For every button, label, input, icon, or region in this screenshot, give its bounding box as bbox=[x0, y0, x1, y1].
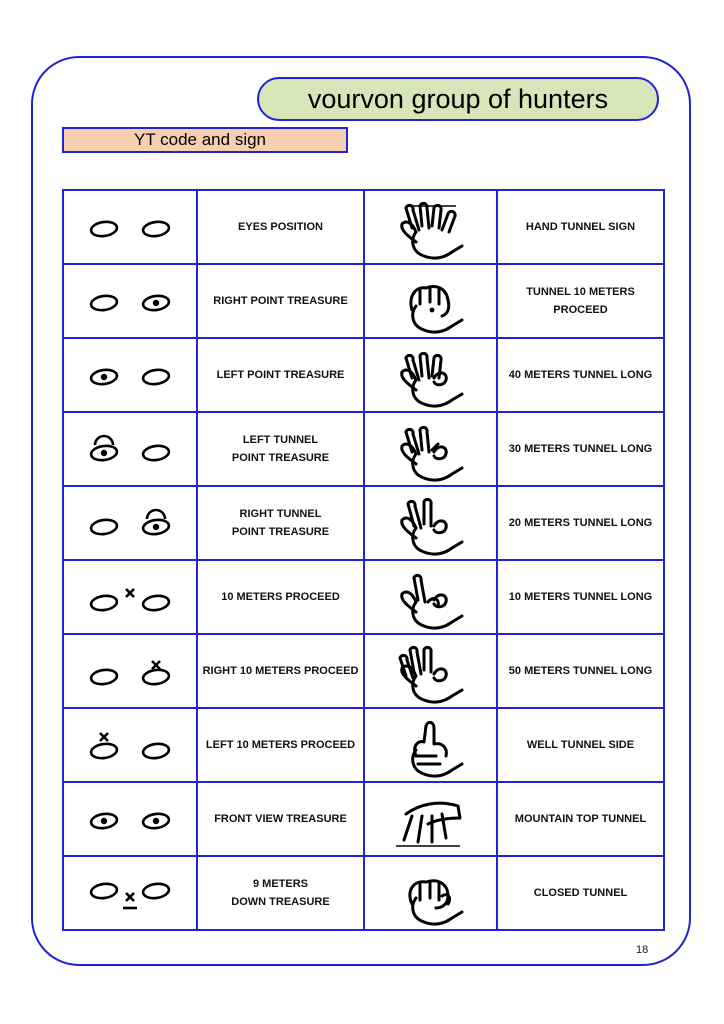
signs-table bbox=[62, 189, 665, 931]
hand-sign-label-line: CLOSED TUNNEL bbox=[533, 887, 628, 899]
hand-sign-label bbox=[497, 190, 664, 264]
table-row bbox=[63, 264, 664, 338]
eye-sign-label-line: EYES POSITION bbox=[238, 221, 323, 233]
hand-sign-label-line: WELL TUNNEL SIDE bbox=[526, 739, 635, 751]
eye-sign-label-line: LEFT POINT TREASURE bbox=[216, 369, 345, 381]
hand-sign-label bbox=[497, 338, 664, 412]
eyes-right-arch-icon bbox=[63, 486, 197, 560]
hand-thumb-up-icon bbox=[364, 708, 497, 782]
eye-sign-label bbox=[197, 856, 364, 930]
eye-sign-label bbox=[197, 634, 364, 708]
table-row bbox=[63, 856, 664, 930]
hand-sign-label-line: PROCEED bbox=[553, 304, 608, 316]
hand-one-finger-icon bbox=[364, 560, 497, 634]
eye-sign-label bbox=[197, 338, 364, 412]
eyes-plain-icon bbox=[63, 190, 197, 264]
page-title: vourvon group of hunters bbox=[257, 77, 659, 121]
hand-four-fingers-icon bbox=[364, 338, 497, 412]
table-row bbox=[63, 560, 664, 634]
table-row bbox=[63, 190, 664, 264]
eye-sign-label-line: POINT TREASURE bbox=[231, 452, 330, 464]
eye-sign-label bbox=[197, 486, 364, 560]
eye-sign-label bbox=[197, 264, 364, 338]
eyes-cross-middle-icon bbox=[63, 560, 197, 634]
eyes-cross-left-icon bbox=[63, 708, 197, 782]
eye-sign-label-line: FRONT VIEW TREASURE bbox=[214, 813, 347, 825]
eye-sign-label-line: LEFT 10 METERS PROCEED bbox=[205, 739, 356, 751]
eye-sign-label-line: RIGHT 10 METERS PROCEED bbox=[202, 665, 359, 677]
hand-sign-label bbox=[497, 560, 664, 634]
hand-sign-label-line: 30 METERS TUNNEL LONG bbox=[508, 443, 653, 455]
hand-sign-label bbox=[497, 782, 664, 856]
table-row bbox=[63, 634, 664, 708]
section-subtitle: YT code and sign bbox=[62, 127, 348, 153]
eye-sign-label-line: POINT TREASURE bbox=[231, 526, 330, 538]
eyes-cross-right-icon bbox=[63, 634, 197, 708]
table-row bbox=[63, 338, 664, 412]
eye-sign-label bbox=[197, 412, 364, 486]
eye-sign-label bbox=[197, 560, 364, 634]
table-row bbox=[63, 708, 664, 782]
hand-sign-label-line: MOUNTAIN TOP TUNNEL bbox=[514, 813, 647, 825]
hand-sign-label bbox=[497, 486, 664, 560]
eye-sign-label-line: 10 METERS PROCEED bbox=[221, 591, 340, 603]
hand-downward-icon bbox=[364, 782, 497, 856]
hand-closed-fist-icon bbox=[364, 856, 497, 930]
hand-sign-label bbox=[497, 856, 664, 930]
hand-fist-dot-icon bbox=[364, 264, 497, 338]
eye-sign-label-line: RIGHT TUNNEL bbox=[239, 508, 322, 520]
eyes-left-arch-icon bbox=[63, 412, 197, 486]
hand-sign-label bbox=[497, 264, 664, 338]
table-row bbox=[63, 782, 664, 856]
hand-sign-label bbox=[497, 412, 664, 486]
eyes-both-dot-icon bbox=[63, 782, 197, 856]
hand-sign-label-line: HAND TUNNEL SIGN bbox=[525, 221, 636, 233]
hand-sign-label-line: 20 METERS TUNNEL LONG bbox=[508, 517, 653, 529]
eye-sign-label-line: 9 METERS bbox=[252, 878, 308, 890]
eye-sign-label-line: LEFT TUNNEL bbox=[242, 434, 319, 446]
eyes-cross-under-icon bbox=[63, 856, 197, 930]
eye-sign-label-line: DOWN TREASURE bbox=[231, 896, 330, 908]
eyes-right-dot-icon bbox=[63, 264, 197, 338]
table-row bbox=[63, 412, 664, 486]
hand-sign-label bbox=[497, 634, 664, 708]
hand-sign-label-line: TUNNEL 10 METERS bbox=[526, 286, 635, 298]
hand-sign-label-line: 50 METERS TUNNEL LONG bbox=[508, 665, 653, 677]
hand-five-fingers-icon bbox=[364, 634, 497, 708]
hand-two-fingers-icon bbox=[364, 486, 497, 560]
eye-sign-label-line: RIGHT POINT TREASURE bbox=[213, 295, 348, 307]
eyes-left-dot-icon bbox=[63, 338, 197, 412]
page-number: 18 bbox=[636, 944, 649, 956]
eye-sign-label bbox=[197, 190, 364, 264]
eye-sign-label bbox=[197, 708, 364, 782]
hand-sign-label bbox=[497, 708, 664, 782]
hand-three-fingers-icon bbox=[364, 412, 497, 486]
hand-flat-icon bbox=[364, 190, 497, 264]
hand-sign-label-line: 10 METERS TUNNEL LONG bbox=[508, 591, 653, 603]
table-row bbox=[63, 486, 664, 560]
hand-sign-label-line: 40 METERS TUNNEL LONG bbox=[508, 369, 653, 381]
eye-sign-label bbox=[197, 782, 364, 856]
